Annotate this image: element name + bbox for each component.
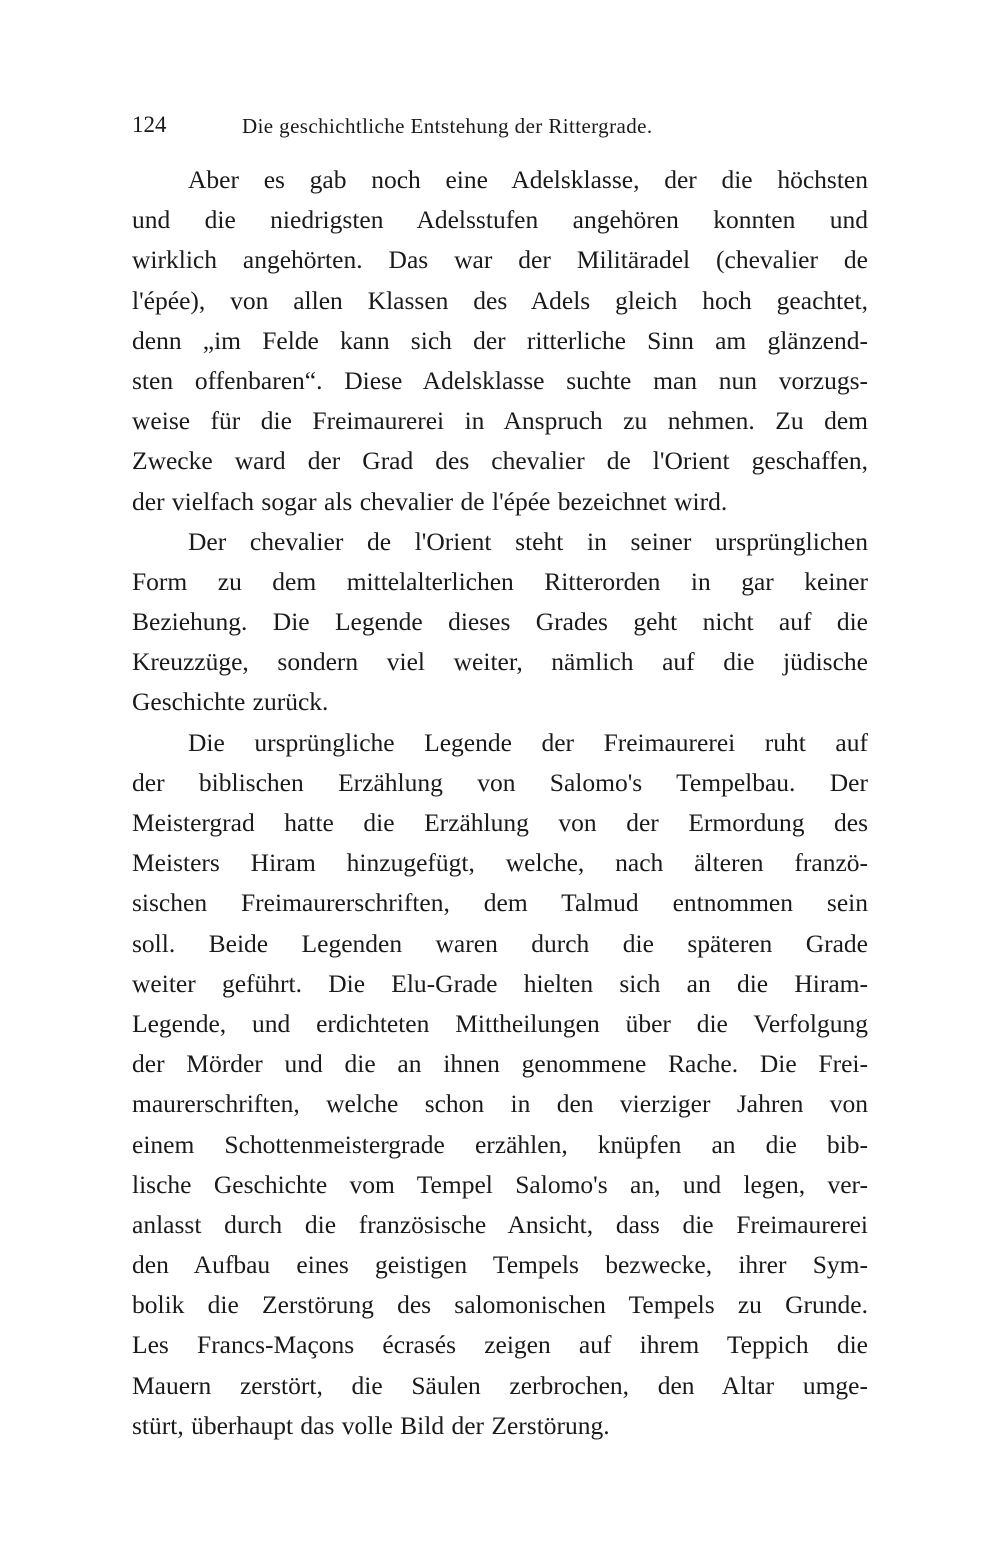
text-line: lische Geschichte vom Tempel Salomo's an, und legen, ver- bbox=[132, 1169, 868, 1199]
text-line: Zwecke ward der Grad des chevalier de l'Orient geschaffen, bbox=[132, 446, 868, 476]
body-text bbox=[132, 160, 868, 1446]
text-line: wirklich angehörten. Das war der Militäradel (chevalier de bbox=[132, 245, 868, 275]
text-line: sten offenbaren“. Diese Adelsklasse suchte man nun vorzugs- bbox=[132, 365, 868, 395]
text-line: soll. Beide Legenden waren durch die späteren Grade bbox=[132, 928, 868, 958]
text-line: weiter geführt. Die Elu-Grade hielten sich an die Hiram- bbox=[132, 968, 868, 998]
text-line: bolik die Zerstörung des salomonischen Tempels zu Grunde. bbox=[132, 1290, 868, 1320]
text-line: weise für die Freimaurerei in Anspruch zu nehmen. Zu dem bbox=[132, 406, 868, 436]
page-header bbox=[132, 112, 872, 142]
text-line: der vielfach sogar als chevalier de l'épée bezeichnet wird. bbox=[132, 486, 728, 516]
text-line: Mauern zerstört, die Säulen zerbrochen, den Altar umge- bbox=[132, 1370, 868, 1400]
running-head: Die geschichtliche Entstehung der Rittergrade. bbox=[242, 114, 653, 138]
text-line: l'épée), von allen Klassen des Adels gleich hoch geachtet, bbox=[132, 285, 868, 315]
text-line: Der chevalier de l'Orient steht in seiner ursprünglichen bbox=[188, 526, 868, 556]
text-line: der Mörder und die an ihnen genommene Rache. Die Frei- bbox=[132, 1049, 868, 1079]
text-line: Les Francs-Maçons écrasés zeigen auf ihrem Teppich die bbox=[132, 1330, 868, 1360]
text-line: Form zu dem mittelalterlichen Ritterorden in gar keiner bbox=[132, 566, 868, 596]
text-line: Geschichte zurück. bbox=[132, 687, 329, 717]
text-line: den Aufbau eines geistigen Tempels bezwecke, ihrer Sym- bbox=[132, 1250, 868, 1280]
text-line: Die ursprüngliche Legende der Freimaurerei ruht auf bbox=[188, 727, 868, 757]
text-line: der biblischen Erzählung von Salomo's Tempelbau. Der bbox=[132, 767, 868, 797]
text-line: sischen Freimaurerschriften, dem Talmud entnommen sein bbox=[132, 888, 868, 918]
text-line: Meistergrad hatte die Erzählung von der Ermordung des bbox=[132, 808, 868, 837]
text-line: Legende, und erdichteten Mittheilungen über die Verfolgung bbox=[132, 1008, 868, 1038]
text-line: einem Schottenmeistergrade erzählen, knüpfen an die bib- bbox=[132, 1129, 868, 1159]
text-line: Beziehung. Die Legende dieses Grades geht nicht auf die bbox=[132, 607, 868, 637]
text-line: und die niedrigsten Adelsstufen angehören konnten und bbox=[132, 205, 868, 235]
text-line: Meisters Hiram hinzugefügt, welche, nach älteren franzö- bbox=[132, 848, 868, 878]
text-line: maurerschriften, welche schon in den vierziger Jahren von bbox=[132, 1089, 868, 1119]
page-number: 124 bbox=[132, 112, 167, 137]
text-line: Kreuzzüge, sondern viel weiter, nämlich auf die jüdische bbox=[132, 647, 868, 677]
text-line: stürt, überhaupt das volle Bild der Zerstörung. bbox=[132, 1410, 610, 1440]
text-line: Aber es gab noch eine Adelsklasse, der die höchsten bbox=[188, 165, 868, 194]
text-line: anlasst durch die französische Ansicht, dass die Freimaurerei bbox=[132, 1209, 868, 1239]
text-line: denn „im Felde kann sich der ritterliche Sinn am glänzend- bbox=[132, 325, 868, 355]
